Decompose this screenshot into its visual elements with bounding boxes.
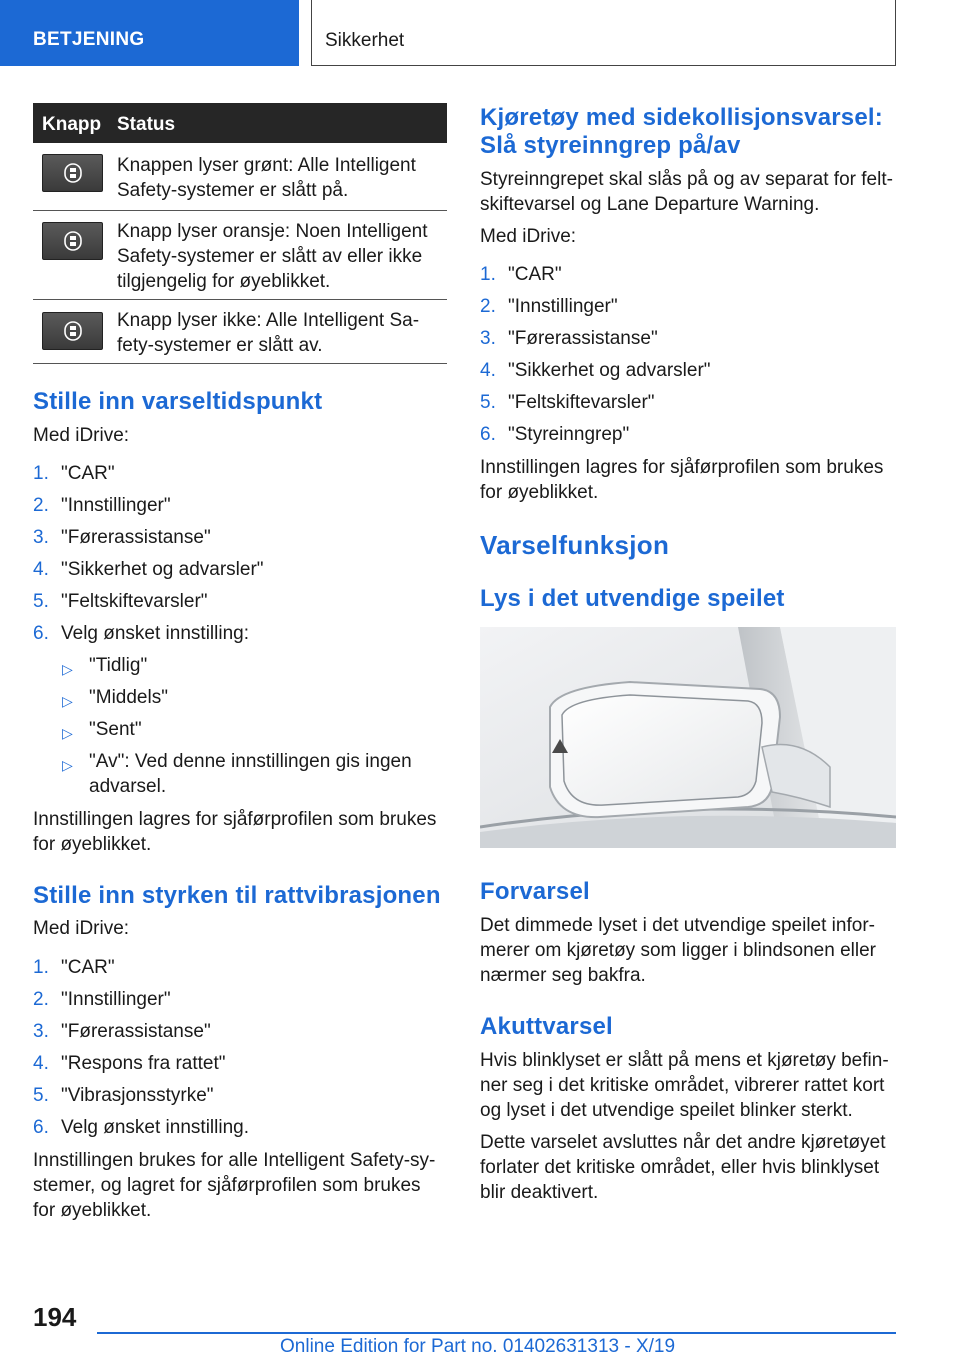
table-row — [33, 300, 447, 364]
side-mirror-illustration — [480, 627, 896, 848]
body-text: Hvis blinklyset er slått på mens et kjøretøy befinner seg i det kritiske området, vibrerer rattet kort og lyset i det utvendige speilet blinker sterkt. — [480, 1050, 889, 1121]
button-status-table — [33, 103, 447, 364]
table-row — [33, 143, 447, 211]
table-header — [33, 103, 447, 143]
safety-button-icon — [42, 222, 103, 260]
intro-text: Med iDrive: — [480, 226, 577, 247]
body-text: Det dimmede lyset i det utvendige speilet informerer om kjøretøy som ligger i blindsonen eller nærmer seg bakfra. — [480, 915, 876, 986]
body-text: Styreinngrepet skal slås på og av separat for feltskiftevarsel og Lane Departure Warning. — [480, 169, 893, 215]
column-header-button: Knapp — [42, 114, 102, 135]
edition-text: Online Edition for Part no. 01402631313 - X/19 — [280, 1336, 676, 1357]
safety-button-icon — [42, 312, 103, 350]
chapter-heading-warning-function: Varselfunksjon — [480, 530, 670, 560]
table-row — [33, 211, 447, 300]
section-title-warning-time: Stille inn varseltidspunkt — [33, 388, 323, 415]
body-text: Dette varselet avsluttes når det andre kjøretøyet forlater det kritiske området, eller hvis blinklyset blir deaktivert. — [480, 1132, 886, 1203]
note-text: Innstillingen brukes for alle Intelligent Safety-systemer, og lagret for sjåførprofilen som brukes for øyeblikket. — [33, 1150, 436, 1221]
section-title-vibration: Stille inn styrken til rattvibrasjonen — [33, 882, 441, 909]
section-title-mirror-light: Lys i det utvendige speilet — [480, 585, 785, 612]
section-title-prewarning: Forvarsel — [480, 878, 590, 905]
footer-divider — [97, 1332, 896, 1334]
section-title-steering-intervention: Kjøretøy med sidekollisjonsvarsel: Slå styreinngrep på/av — [480, 104, 883, 159]
section-tab — [0, 0, 299, 66]
section-title-acute-warning: Akuttvarsel — [480, 1013, 613, 1040]
safety-button-icon — [42, 154, 103, 192]
page-number: 194 — [33, 1302, 77, 1332]
intro-text: Med iDrive: — [33, 918, 130, 939]
note-text: Innstillingen lagres for sjåførprofilen som brukes for øyeblikket. — [480, 457, 884, 503]
note-text: Innstillingen lagres for sjåførprofilen som brukes for øyeblikket. — [33, 809, 437, 855]
chapter-title: Sikkerhet — [325, 30, 405, 51]
intro-text: Med iDrive: — [33, 425, 130, 446]
status-text: Knapp lyser oransje: Noen Intelligent Safety-systemer er slått av eller ikke tilgjengelig for øyeblikket. — [117, 221, 428, 292]
status-text: Knappen lyser grønt: Alle Intelligent Safety-systemer er slått på. — [117, 155, 416, 201]
column-header-status: Status — [117, 114, 176, 135]
chapter-tab — [311, 0, 896, 66]
status-text: Knapp lyser ikke: Alle Intelligent Safety-systemer er slått av. — [117, 310, 420, 356]
section-title: BETJENING — [33, 29, 145, 50]
